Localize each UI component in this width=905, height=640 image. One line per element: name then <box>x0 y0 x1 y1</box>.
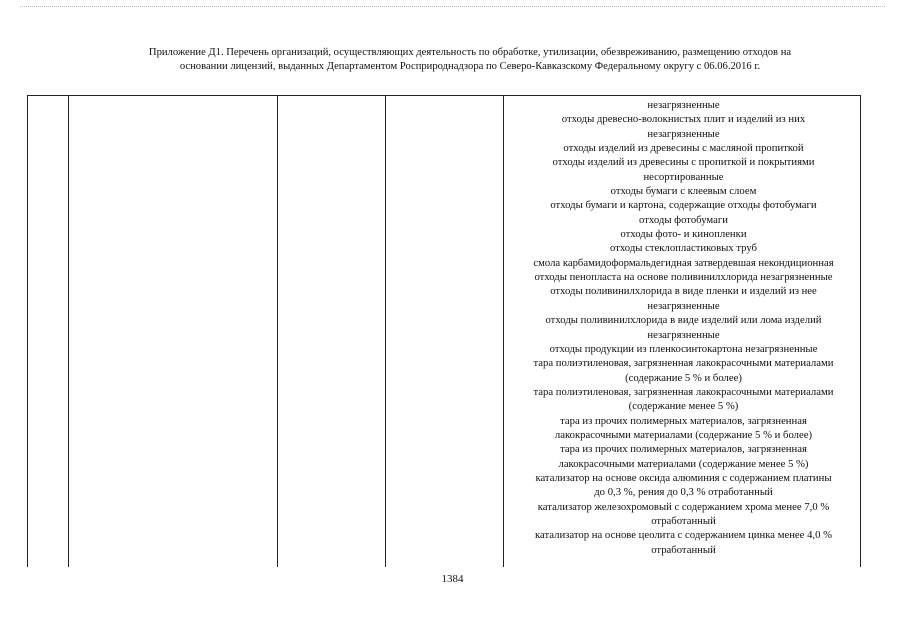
page-header <box>70 46 870 74</box>
scan-edge-artifact <box>20 6 885 7</box>
waste-line: отработанный <box>651 514 716 527</box>
waste-line: (содержание менее 5 %) <box>628 400 739 413</box>
header-line-2: основании лицензий, выданных Департаментом Росприроднадзора по Северо-Кавказскому Федеральному округу с 06.06.2016 г. <box>179 61 761 72</box>
organizations-table <box>27 95 861 567</box>
waste-line: отходы поливинилхлорида в виде пленки и изделий из нее <box>550 285 817 298</box>
waste-line: смола карбамидоформальдегидная затвердевшая некондиционная <box>533 256 834 269</box>
waste-line: тара полиэтиленовая, загрязненная лакокрасочными материалами <box>533 357 834 370</box>
waste-line: тара полиэтиленовая, загрязненная лакокрасочными материалами <box>533 385 834 398</box>
waste-line: несортированные <box>643 170 724 183</box>
page-number: 1384 <box>441 573 464 585</box>
waste-line: лакокрасочными материалами (содержание менее 5 %) <box>558 457 809 470</box>
header-line-1: Приложение Д1. Перечень организаций, осуществляющих деятельность по обработке, утилизации, обезвреживанию, размещению отходов на <box>148 47 792 58</box>
waste-line: незагрязненные <box>647 127 720 140</box>
waste-line: катализатор на основе цеолита с содержанием цинка менее 4,0 % <box>534 529 833 542</box>
waste-line: отходы изделий из древесины с масляной пропиткой <box>563 142 804 155</box>
waste-line: лакокрасочными материалами (содержание 5 % и более) <box>554 428 813 441</box>
waste-line: отходы стеклопластиковых труб <box>610 242 757 255</box>
waste-line: незагрязненные <box>647 299 720 312</box>
column-divider-4 <box>503 96 504 567</box>
waste-line: отходы фотобумаги <box>639 213 728 226</box>
waste-line: катализатор на основе оксида алюминия с содержанием платины <box>535 471 832 484</box>
waste-line: отходы изделий из древесины с пропиткой и покрытиями <box>552 156 815 169</box>
waste-line: незагрязненные <box>647 328 720 341</box>
waste-line: (содержание 5 % и более) <box>625 371 742 384</box>
waste-line: отходы поливинилхлорида в виде изделий или лома изделий <box>545 314 822 327</box>
column-divider-3 <box>385 96 386 567</box>
waste-line: катализатор железохромовый с содержанием хрома менее 7,0 % <box>537 500 830 513</box>
waste-line: отходы продукции из пленкосинтокартона незагрязненные <box>549 342 818 355</box>
waste-line: отходы пенопласта на основе поливинилхлорида незагрязненные <box>534 271 833 284</box>
waste-line: незагрязненные <box>647 99 720 111</box>
waste-types-cell <box>507 98 860 557</box>
waste-line: тара из прочих полимерных материалов, загрязненная <box>560 414 807 427</box>
column-divider-2 <box>277 96 278 567</box>
waste-line: до 0,3 %, рения до 0,3 % отработанный <box>594 486 773 499</box>
waste-line: тара из прочих полимерных материалов, загрязненная <box>560 443 807 456</box>
waste-line: отработанный <box>651 543 716 556</box>
waste-line: отходы древесно-волокнистых плит и изделий из них <box>561 113 806 126</box>
waste-line: отходы бумаги и картона, содержащие отходы фотобумаги <box>550 199 817 212</box>
column-divider-1 <box>68 96 69 567</box>
waste-line: отходы бумаги с клеевым слоем <box>610 185 757 198</box>
waste-line: отходы фото- и кинопленки <box>620 228 747 241</box>
